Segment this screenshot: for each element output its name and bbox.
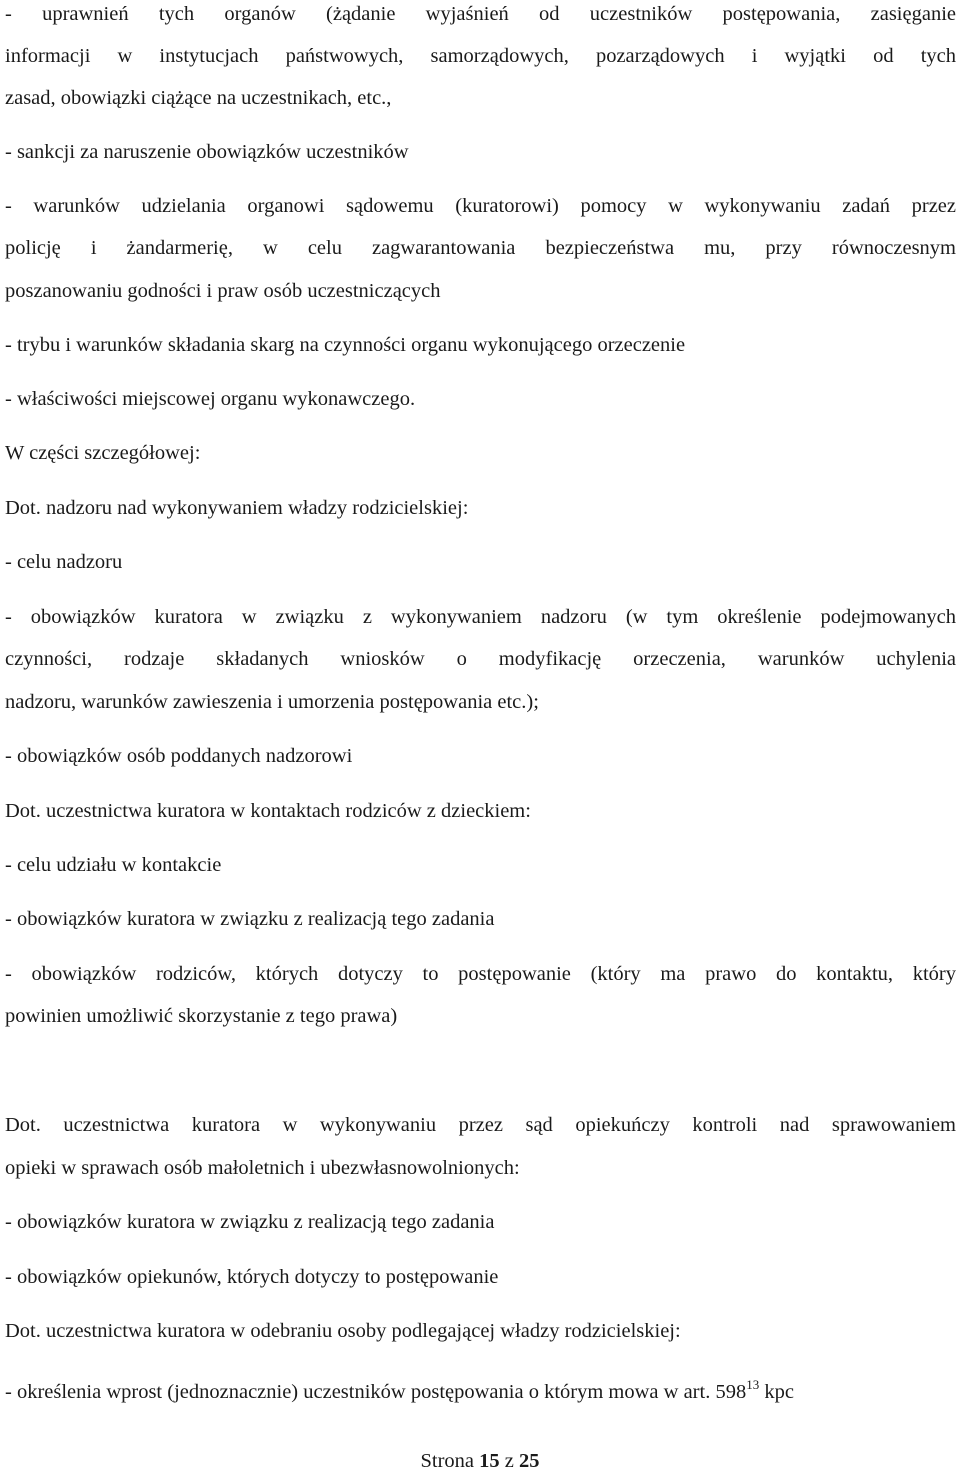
text-line: - obowiązków osób poddanych nadzorowi — [5, 745, 353, 767]
text-line: - celu nadzoru — [5, 551, 123, 573]
footnote-superscript: 13 — [746, 1377, 760, 1392]
text-line: - trybu i warunków składania skarg na czynności organu wykonującego orzeczenie — [5, 334, 686, 356]
text-line: poszanowaniu godności i praw osób uczestniczących — [5, 280, 441, 302]
text-line: zasad, obowiązki ciążące na uczestnikach, etc., — [5, 87, 392, 109]
text-line: Dot. nadzoru nad wykonywaniem władzy rodzicielskiej: — [5, 497, 469, 519]
text-line-with-footnote — [5, 1373, 956, 1404]
text-line: - obowiązków kuratora w związku z wykonywaniem nadzoru (w tym określenie podejmowanych — [5, 606, 956, 628]
text-line: - uprawnień tych organów (żądanie wyjaśnień od uczestników postępowania, zasięganie — [5, 3, 956, 25]
text-line: - obowiązków kuratora w związku z realizacją tego zadania — [5, 908, 495, 930]
text-line: czynności, rodzaje składanych wniosków o modyfikację orzeczenia, warunków uchylenia — [5, 648, 956, 670]
text-line: - warunków udzielania organowi sądowemu (kuratorowi) pomocy w wykonywaniu zadań przez — [5, 195, 956, 217]
text-line: - sankcji za naruszenie obowiązków uczestników — [5, 141, 409, 163]
footer-middle: z — [499, 1450, 519, 1472]
total-pages-number: 25 — [519, 1450, 540, 1472]
page-footer — [0, 1449, 960, 1473]
text-line: - obowiązków rodziców, których dotyczy to postępowanie (który ma prawo do kontaktu, który — [5, 963, 956, 985]
text-line: - właściwości miejscowej organu wykonawczego. — [5, 388, 416, 410]
text-line: nadzoru, warunków zawieszenia i umorzenia postępowania etc.); — [5, 691, 539, 713]
text-line: Dot. uczestnictwa kuratora w odebraniu osoby podlegającej władzy rodzicielskiej: — [5, 1320, 681, 1342]
text-line: - określenia wprost (jednoznacznie) uczestników postępowania o którym mowa w art. 598 — [5, 1381, 747, 1403]
text-line: opieki w sprawach osób małoletnich i ubezwłasnowolnionych: — [5, 1157, 520, 1179]
text-line: powinien umożliwić skorzystanie z tego prawa) — [5, 1005, 398, 1027]
text-line: Dot. uczestnictwa kuratora w wykonywaniu przez sąd opiekuńczy kontroli nad sprawowaniem — [5, 1114, 956, 1136]
section-heading: W części szczegółowej: — [5, 442, 201, 464]
current-page-number: 15 — [479, 1450, 500, 1472]
text-line: - obowiązków kuratora w związku z realizacją tego zadania — [5, 1211, 495, 1233]
text-line: policję i żandarmerię, w celu zagwarantowania bezpieczeństwa mu, przy równoczesnym — [5, 237, 956, 259]
text-line: - obowiązków opiekunów, których dotyczy to postępowanie — [5, 1266, 499, 1288]
text-line: - celu udziału w kontakcie — [5, 854, 222, 876]
footer-prefix: Strona — [420, 1450, 480, 1472]
text-line: informacji w instytucjach państwowych, samorządowych, pozarządowych i wyjątki od tych — [5, 45, 956, 67]
text-suffix: kpc — [759, 1381, 794, 1403]
text-line: Dot. uczestnictwa kuratora w kontaktach rodziców z dzieckiem: — [5, 800, 531, 822]
